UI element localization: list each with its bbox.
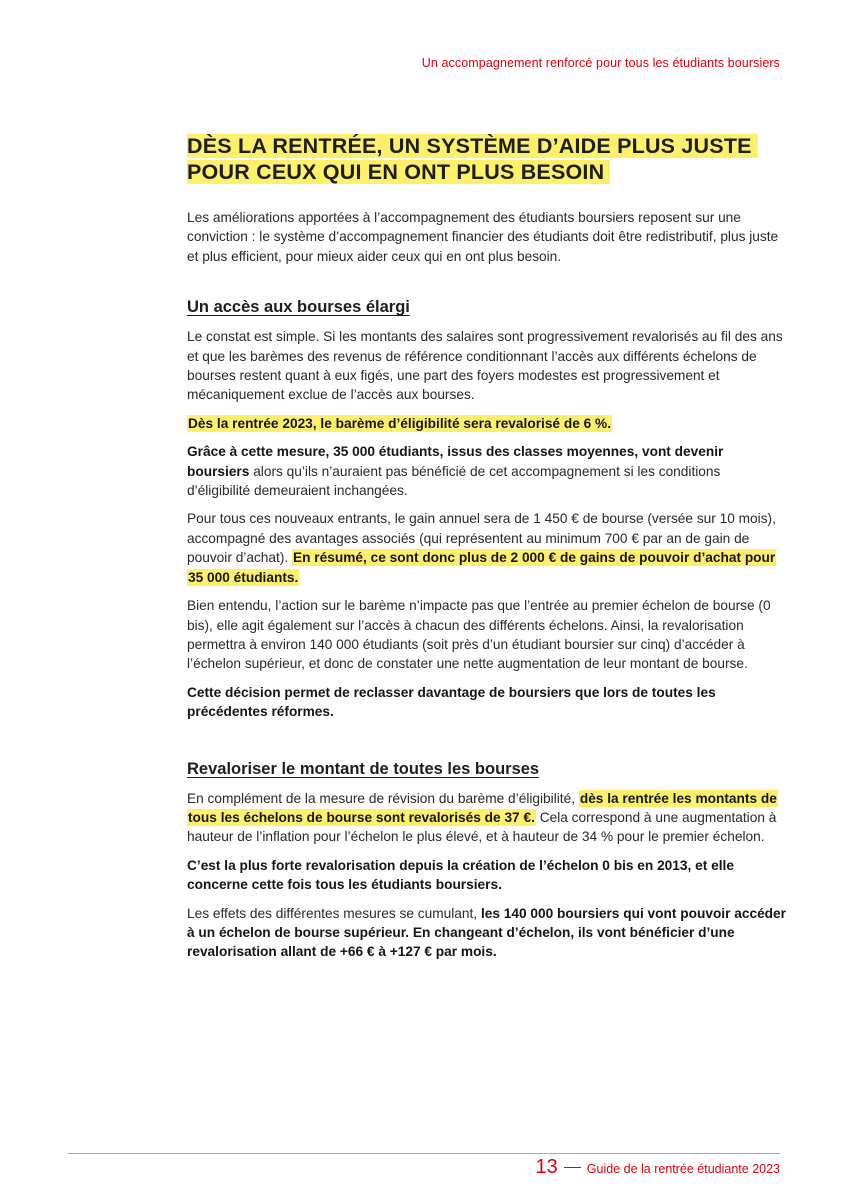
revalo-paragraph-1-text: En complément de la mesure de révision du barème d’éligibilité, [187,790,579,806]
highlight-resume: En résumé, ce sont donc plus de 2 000 € de gains de pouvoir d’achat pour 35 000 étudiants. [188,550,776,585]
page-title [187,133,787,185]
bold-reclasser: Cette décision permet de reclasser davantage de boursiers que lors de toutes les précédentes réformes. [187,684,716,720]
access-paragraph-5: Bien entendu, l’action sur le barème n’impacte pas que l’entrée au premier échelon de bourse (0 bis), elle agit également sur l’accès à chacun des différents échelons. Ainsi, la revalorisation permettra à environ 140 000 étudiants (soit près d’un étudiant boursier sur cinq) d’accéder à l’échelon supérieur, et donc de constater une nette augmentation de leur montant de bourse. [187,598,771,672]
access-paragraph-1: Le constat est simple. Si les montants des salaires sont progressivement revalorisés au fil des ans et que les barèmes des revenus de référence conditionnant l’accès aux différents échelons de bourses restent quant à eux figés, une part des foyers modestes est progressivement et mécaniquement exclue de l’accès aux bourses. [187,329,783,403]
revalo-paragraph-2 [187,856,787,895]
access-paragraph-4 [187,509,787,587]
section-heading-revaloriser: Revaloriser le montant de toutes les bourses [187,759,540,778]
access-paragraph-4-text: Pour tous ces nouveaux entrants, le gain annuel sera de 1 450 € de bourse (versée sur 10 mois), accompagné des avantages associés (qui représentent au minimum 700 € par an de gain de pouvoir d’achat). [187,511,776,566]
section-heading-access: Un accès aux bourses élargi [187,298,410,317]
revalo-paragraph-1-rest: Cela correspond à une augmentation à hauteur de l’inflation pour l’échelon le plus élevé, et à hauteur de 34 % pour le premier échelon. [187,809,777,845]
revalo-paragraph-1 [187,789,787,847]
title-line-1: DÈS LA RENTRÉE, UN SYSTÈME D’AIDE PLUS JUSTE [187,134,758,158]
intro-paragraph: Les améliorations apportées à l’accompagnement des étudiants boursiers reposent sur une conviction : le système d’accompagnement financier des étudiants doit être redistributif, plus juste et plus efficient, pour mieux aider ceux qui en ont plus besoin. [187,210,779,264]
highlight-bareme: Dès la rentrée 2023, le barème d’éligibilité sera revalorisé de 6 %. [188,415,612,431]
page-number: 13 [535,1156,558,1178]
access-paragraph-6 [187,683,787,722]
running-header: Un accompagnement renforcé pour tous les étudiants boursiers [421,56,780,70]
access-paragraph-3-rest: alors qu’ils n’auraient pas bénéficié de cet accompagnement si les conditions d’éligibilité demeuraient inchangées. [187,463,721,499]
footer-label: Guide de la rentrée étudiante 2023 [586,1162,780,1176]
access-paragraph-2 [187,414,787,433]
bold-forte-revalorisation: C’est la plus forte revalorisation depuis la création de l’échelon 0 bis en 2013, et elle concerne cette fois tous les étudiants boursiers. [187,857,734,893]
bold-35000: Grâce à cette mesure, 35 000 étudiants, issus des classes moyennes, vont devenir boursiers [187,444,724,479]
highlight-37-euros: dès la rentrée les montants de tous les échelons de bourse sont revalorisés de 37 €. [188,790,777,825]
revalo-paragraph-3 [187,904,787,962]
revalo-paragraph-3-text: Les effets des différentes mesures se cumulant, [187,905,481,921]
title-line-2: POUR CEUX QUI EN ONT PLUS BESOIN [187,160,610,184]
footer-dash [564,1167,581,1169]
footer-divider [68,1153,780,1154]
article [187,133,787,971]
access-paragraph-3 [187,442,787,500]
footer [536,1156,780,1179]
bold-140000: les 140 000 boursiers qui vont pouvoir accéder à un échelon de bourse supérieur. En changeant d’échelon, ils vont bénéficier d’une revalorisation allant de +66 € à +127 € par mois. [187,905,786,960]
